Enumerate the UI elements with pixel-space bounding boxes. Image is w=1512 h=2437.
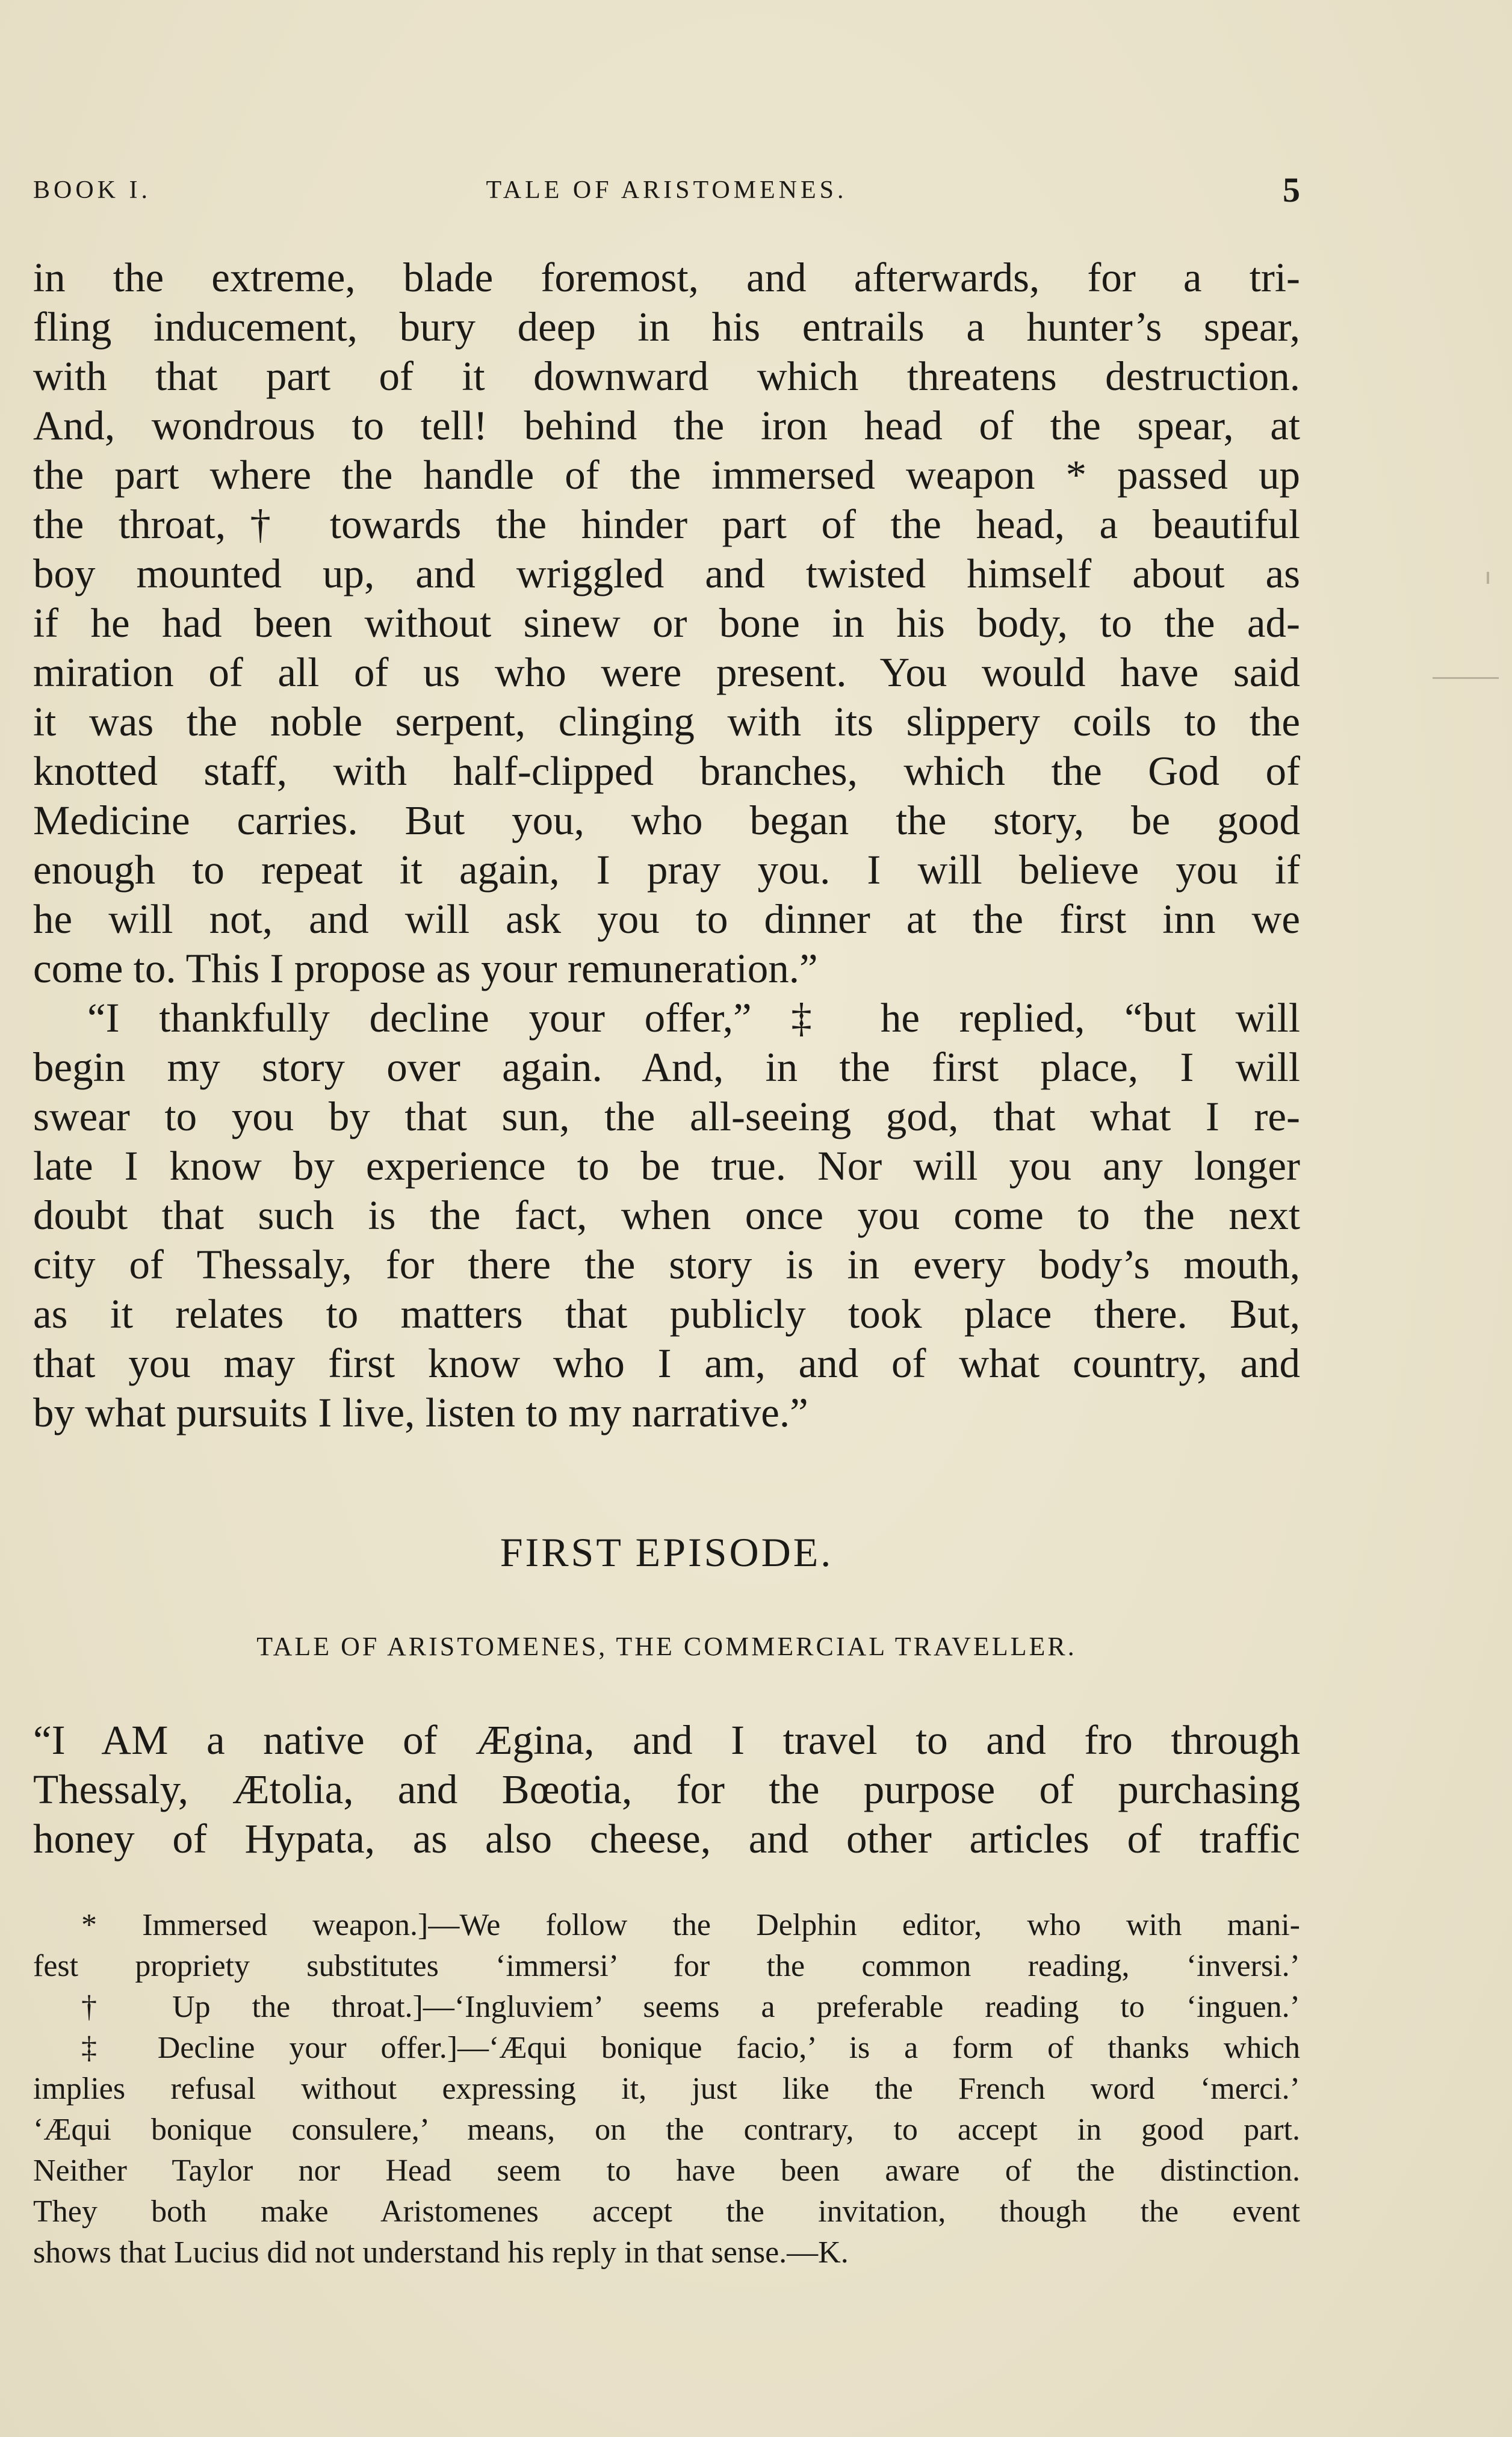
running-header: [33, 170, 1300, 212]
footnote-line: implies refusal without expressing it, just like the French word ‘merci.’: [33, 2072, 1300, 2106]
body-line: doubt that such is the fact, when once you come to the next: [33, 1192, 1300, 1238]
body-line: come to. This I propose as your remuneration.”: [33, 946, 818, 991]
body-line: it was the noble serpent, clinging with its slippery coils to the: [33, 699, 1300, 745]
footnote-line: † Up the throat.]—‘Ingluviem’ seems a preferable reading to ‘inguen.’: [81, 1990, 1300, 2024]
page-number: 5: [1283, 170, 1300, 209]
tale-text: [33, 1715, 1300, 1863]
margin-mark: [1433, 677, 1499, 679]
body-line: that you may first know who I am, and of what country, and: [33, 1340, 1300, 1386]
episode-title: FIRST EPISODE.: [500, 1529, 834, 1575]
tale-line: honey of Hypata, as also cheese, and other articles of traffic: [33, 1816, 1300, 1862]
body-line: with that part of it downward which threatens destruction.: [33, 353, 1300, 399]
body-line: begin my story over again. And, in the first place, I will: [33, 1044, 1300, 1090]
body-line: knotted staff, with half-clipped branches, which the God of: [33, 748, 1300, 794]
body-line: by what pursuits I live, listen to my narrative.”: [33, 1390, 808, 1435]
running-title: TALE OF ARISTOMENES.: [486, 176, 847, 204]
body-text: [33, 253, 1300, 1437]
footnote-line: They both make Aristomenes accept the invitation, though the event: [33, 2194, 1300, 2229]
body-line: boy mounted up, and wriggled and twisted himself about as: [33, 551, 1300, 596]
margin-mark: [1487, 572, 1489, 584]
body-line: miration of all of us who were present. You would have said: [33, 649, 1300, 695]
body-line: in the extreme, blade foremost, and afterwards, for a tri-: [33, 255, 1300, 300]
body-line: swear to you by that sun, the all-seeing god, that what I re-: [33, 1094, 1300, 1139]
body-line: fling inducement, bury deep in his entrails a hunter’s spear,: [33, 304, 1300, 350]
tale-line: Thessaly, Ætolia, and Bœotia, for the purpose of purchasing: [33, 1767, 1300, 1812]
episode-subtitle: TALE OF ARISTOMENES, THE COMMERCIAL TRAVELLER.: [256, 1632, 1077, 1661]
body-line: enough to repeat it again, I pray you. I will believe you if: [33, 847, 1300, 893]
book-label: BOOK I.: [33, 176, 151, 204]
footnote-line: * Immersed weapon.]—We follow the Delphin editor, who with mani-: [81, 1908, 1300, 1942]
body-line: he will not, and will ask you to dinner at the first inn we: [33, 896, 1300, 942]
body-line: late I know by experience to be true. Nor will you any longer: [33, 1143, 1300, 1189]
body-line: as it relates to matters that publicly took place there. But,: [33, 1291, 1300, 1337]
body-line: if he had been without sinew or bone in his body, to the ad-: [33, 600, 1300, 646]
footnote-line: shows that Lucius did not understand his reply in that sense.—K.: [33, 2235, 849, 2270]
body-line: Medicine carries. But you, who began the story, be good: [33, 797, 1300, 843]
footnote-line: Neither Taylor nor Head seem to have been aware of the distinction.: [33, 2154, 1300, 2188]
body-line: the part where the handle of the immersed weapon * passed up: [33, 452, 1300, 498]
footnote-line: ‘Æqui bonique consulere,’ means, on the contrary, to accept in good part.: [33, 2113, 1300, 2147]
body-line: the throat,† towards the hinder part of the head, a beautiful: [33, 501, 1300, 547]
body-line: And, wondrous to tell! behind the iron head of the spear, at: [33, 403, 1300, 448]
body-line: city of Thessaly, for there the story is in every body’s mouth,: [33, 1242, 1300, 1287]
body-line: “I thankfully decline your offer,” ‡ he replied, “but will: [87, 995, 1300, 1041]
footnotes: [33, 1905, 1300, 2273]
footnote-line: ‡ Decline your offer.]—‘Æqui bonique facio,’ is a form of thanks which: [81, 2031, 1300, 2065]
tale-line: “I AM a native of Ægina, and I travel to and fro through: [33, 1717, 1300, 1763]
footnote-line: fest propriety substitutes ‘immersi’ for the common reading, ‘inversi.’: [33, 1949, 1300, 1983]
